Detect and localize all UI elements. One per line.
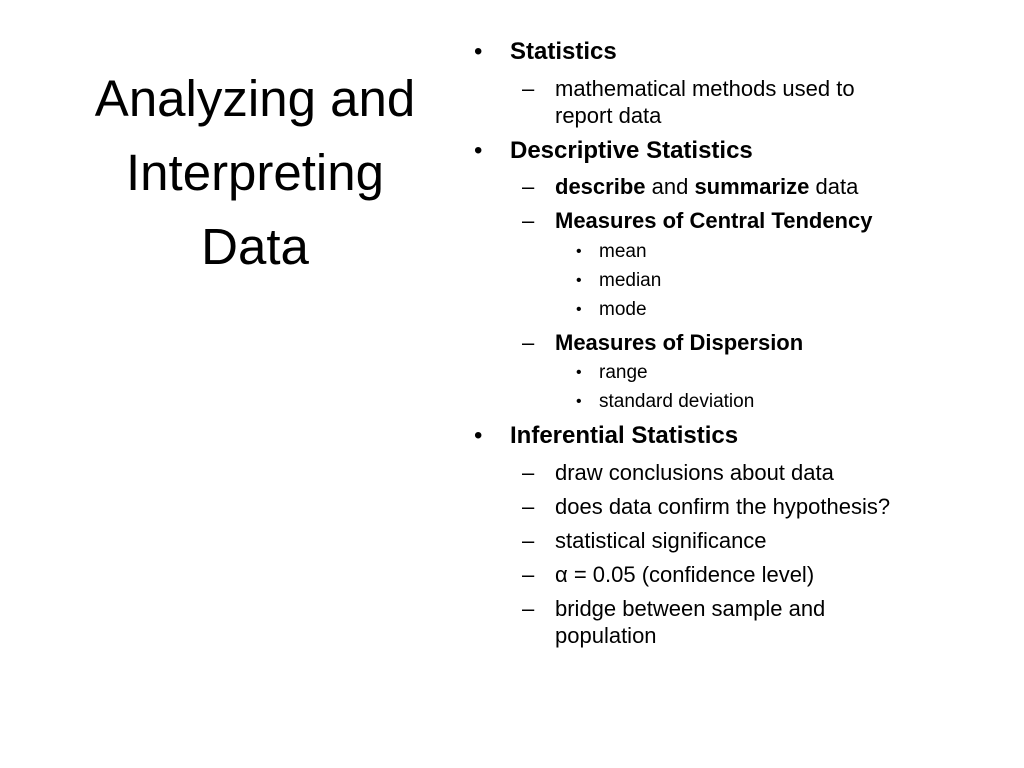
sub-bullet-text: report data (555, 103, 662, 128)
data-word: data (809, 174, 859, 199)
dash-icon: – (522, 174, 535, 199)
title-line-3: Data (201, 218, 309, 275)
bullet-label: Descriptive Statistics (510, 137, 753, 164)
title-line-1: Analyzing and (94, 70, 416, 127)
sub-bullet-text: statistical significance (555, 528, 767, 553)
sub-bullet-text: Measures of Dispersion (555, 330, 804, 355)
bullet-label: Inferential Statistics (510, 422, 739, 449)
sub-bullet-text (555, 173, 858, 200)
dash-icon: – (522, 528, 535, 553)
and-word: and (645, 174, 695, 199)
dash-icon: – (522, 562, 535, 587)
sub-bullet-text: population (555, 623, 657, 648)
bullet-icon: • (576, 364, 582, 381)
sub-sub-bullet-text: mode (599, 299, 647, 320)
bullet-label: Statistics (510, 38, 617, 65)
bullet-icon: • (474, 137, 483, 164)
dash-icon: – (522, 494, 535, 519)
bullet-icon: • (576, 243, 582, 260)
dash-icon: – (522, 460, 535, 485)
describe-word: describe (555, 174, 646, 199)
dash-icon: – (522, 208, 535, 233)
dash-icon: – (522, 596, 535, 621)
bullet-icon: • (576, 393, 582, 410)
summarize-word: summarize (694, 174, 810, 199)
sub-bullet-text: Measures of Central Tendency (555, 208, 873, 233)
dash-icon: – (522, 76, 535, 101)
sub-sub-bullet-text: mean (599, 241, 647, 262)
bullet-icon: • (474, 38, 483, 65)
sub-sub-bullet-text: median (599, 270, 662, 291)
slide-title (60, 62, 450, 284)
bullet-icon: • (576, 272, 582, 289)
sub-bullet-text: bridge between sample and (555, 596, 826, 621)
sub-bullet-text: α = 0.05 (confidence level) (555, 562, 815, 587)
sub-sub-bullet-text: range (599, 362, 648, 383)
sub-bullet-text: mathematical methods used to (555, 76, 855, 101)
bullet-icon: • (474, 422, 483, 449)
sub-bullet-text: does data confirm the hypothesis? (555, 494, 891, 519)
sub-sub-bullet-text: standard deviation (599, 391, 755, 412)
dash-icon: – (522, 330, 535, 355)
sub-bullet-text: draw conclusions about data (555, 460, 834, 485)
title-line-2: Interpreting (126, 144, 384, 201)
bullet-icon: • (576, 301, 582, 318)
